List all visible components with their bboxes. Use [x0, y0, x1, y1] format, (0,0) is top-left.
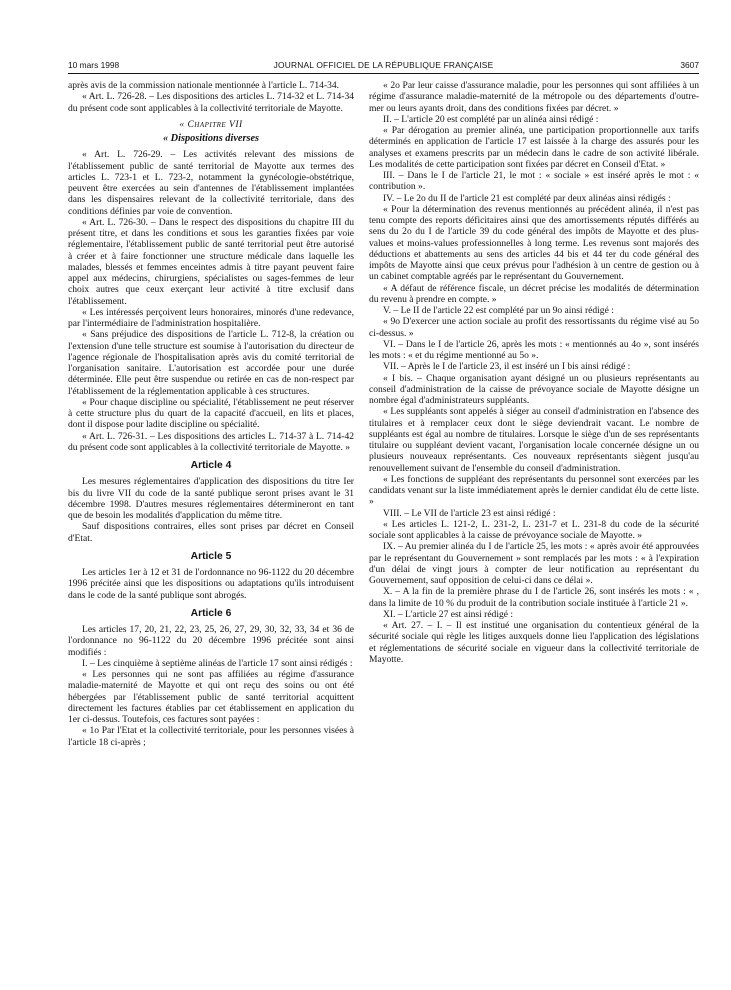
paragraph: « Art. L. 726-29. – Les activités relevant des missions de l'établissement public de santé territorial de Mayotte aux termes des articles L. 723-1 et L. 723-2, notamment la gynécologie-obstétrique, peuvent être exercées au sein d'antennes de l'établissement implantées dans les dispensaires relevant de la collectivité territoriale, dans des conditions définies par voie de convention. — [68, 149, 354, 217]
paragraph: « I bis. – Chaque organisation ayant désigné un ou plusieurs représentants au conseil d'administration de la caisse de prévoyance sociale de Mayotte désigne un nombre égal d'administrateurs suppléants. — [369, 372, 699, 406]
paragraph: Sauf dispositions contraires, elles sont prises par décret en Conseil d'Etat. — [68, 521, 354, 544]
paragraph: IX. – Au premier alinéa du I de l'article 25, les mots : « après avoir été approuvées par le représentant du Gouvernement » sont remplacés par les mots : « à l'expiration d'un délai de vingt jours à compter de leur notification au représentant du Gouvernement, sauf opposition de celui-ci dans ce délai ». — [369, 541, 699, 586]
paragraph: IV. – Le 2o du II de l'article 21 est complété par deux alinéas ainsi rédigés : — [383, 192, 671, 204]
paragraph: « 1o Par l'Etat et la collectivité territoriale, pour les personnes visées à l'article 18 ci-après ; — [68, 725, 354, 748]
paragraph: « Art. L. 726-28. – Les dispositions des articles L. 714-32 et L. 714-34 du présent code sont applicables à la collectivité territoriale de Mayotte. — [68, 91, 354, 114]
paragraph: « Les intéressés perçoivent leurs honoraires, minorés d'une redevance, par l'intermédiaire de l'administration hospitalière. — [68, 306, 354, 329]
left-column — [68, 80, 354, 748]
paragraph: V. – Le II de l'article 22 est complété par un 9o ainsi rédigé : — [383, 305, 614, 316]
header-date: 10 mars 1998 — [68, 60, 120, 70]
article-heading: Article 4 — [190, 460, 232, 471]
paragraph: II. – L'article 20 est complété par un alinéa ainsi rédigé : — [383, 113, 599, 125]
paragraph: VI. – Dans le I de l'article 26, après les mots : « mentionnés au 4o », sont insérés les mots : « et du régime mentionné au 5o ». — [369, 338, 699, 361]
page-header — [68, 58, 699, 72]
paragraph: VII. – Après le I de l'article 23, il est inséré un I bis ainsi rédigé : — [383, 361, 631, 373]
paragraph: « 2o Par leur caisse d'assurance maladie, pour les personnes qui sont affiliées à un régime d'assurance maladie-maternité de la métropole ou des départements d'outre-mer ou leurs ayants droit, dans des conditions fixées par décret. » — [369, 80, 699, 114]
paragraph: « A défaut de référence fiscale, un décret précise les modalités de détermination du revenu à prendre en compte. » — [369, 282, 699, 305]
header-page-number: 3607 — [680, 60, 699, 70]
paragraph: après avis de la commission nationale mentionnée à l'article L. 714-34. — [68, 80, 340, 91]
paragraph: « Les fonctions de suppléant des représentants du personnel sont exercées par les candidats venant sur la liste immédiatement après le dernier candidat élu de cette liste. » — [369, 473, 699, 508]
paragraph: « Les articles L. 121-2, L. 231-2, L. 231-7 et L. 231-8 du code de la sécurité sociale sont applicables à la caisse de prévoyance sociale de Mayotte. » — [369, 518, 699, 541]
paragraph: « Art. 27. – I. – Il est institué une organisation du contentieux général de la sécurité sociale qui règle les litiges auxquels donne lieu l'application des législations et réglementations de sécurité sociale en vigueur dans la collectivité territoriale de Mayotte. — [369, 620, 699, 665]
section-title: « Dispositions diverses — [162, 133, 260, 144]
paragraph: « Pour la détermination des revenus mentionnés au précédent alinéa, il n'est pas tenu compte des reports déficitaires ainsi que des amortissements réputés différés au sens du 2o du I de l'article 39 du code général des impôts de Mayotte et des plus-values et moins-values professionnelles à long terme. Les revenus sont majorés des déductions et abattements au sens des articles 44 bis et 44 ter du code général des impôts de Mayotte ainsi que ceux prévus pour l'adhésion à un centre de gestion ou à un cabinet comptable agréés par le représentant du Gouvernement. — [369, 203, 699, 283]
paragraph: Les articles 17, 20, 21, 22, 23, 25, 26, 27, 29, 30, 32, 33, 34 et 36 de l'ordonnance no 96-1122 du 20 décembre 1996 précitée sont ainsi modifiés : — [68, 624, 354, 658]
header-rule — [68, 73, 699, 74]
paragraph: « Les suppléants sont appelés à siéger au conseil d'administration en l'absence des titulaires et à remplacer ceux dont le siège deviendrait vacant. Le nombre de suppléants est égal au nombre de titulaires. Lorsque le siège d'un de ses représentants titulaire ou suppléant devient vacant, l'organisation locale concernée désigne un ou plusieurs nouveaux représentants. Ces nouveaux représentants siègent jusqu'au renouvellement suivant de l'ensemble du conseil d'administration. — [369, 406, 699, 474]
article-heading: Article 6 — [190, 607, 232, 619]
paragraph: « Les personnes qui ne sont pas affiliées au régime d'assurance maladie-maternité de Mayotte et qui ont reçu des soins ou ont été hébergées par l'établissement public de santé territorial acquittent directement les factures établies par cet établissement en application du 1er ci-dessus. Toutefois, ces factures sont payées : — [68, 669, 354, 725]
paragraph: I. – Les cinquième à septième alinéas de l'article 17 sont ainsi rédigés : — [82, 657, 353, 669]
paragraph: « Art. L. 726-30. – Dans le respect des dispositions du chapitre III du présent titre, et dans les conditions et sous les garanties fixées par voie réglementaire, l'établissement public de santé territorial peut être autorisé à créer et à faire fonctionner une structure médicale dans laquelle les malades, blessés et femmes enceintes admis à titre payant peuvent faire appel aux médecins, chirurgiens, spécialistes ou sages-femmes de leur choix autres que ceux exerçant leur activité à titre exclusif dans l'établissement. — [68, 216, 354, 307]
article-heading: Article 5 — [190, 550, 232, 562]
paragraph: « Art. L. 726-31. – Les dispositions des articles L. 714-37 à L. 714-42 du présent code sont applicables à la collectivité territoriale de Mayotte. » — [68, 430, 354, 453]
paragraph: Les articles 1er à 12 et 31 de l'ordonnance no 96-1122 du 20 décembre 1996 précitée ainsi que les dispositions ou adaptations qu'ils introduisent dans le code de la santé publique sont abrogés. — [68, 567, 354, 601]
paragraph: « Pour chaque discipline ou spécialité, l'établissement ne peut réserver à cette structure plus du quart de la capacité d'accueil, en lits et places, dont il dispose pour ladite discipline ou spécialité. — [68, 396, 354, 431]
paragraph: XI. – L'article 27 est ainsi rédigé : — [383, 608, 514, 620]
paragraph: VIII. – Le VII de l'article 23 est ainsi rédigé : — [383, 507, 556, 519]
paragraph: X. – A la fin de la première phrase du I de l'article 26, sont insérés les mots : « , dans la limite de 10 % du produit de la contribution sociale instituée à l'article 21 ». — [369, 586, 699, 609]
paragraph: « Sans préjudice des dispositions de l'article L. 712-8, la création ou l'extension d'une telle structure est soumise à l'autorisation du directeur de l'agence régionale de l'hospitalisation après avis du comité territorial de l'organisation sanitaire. L'autorisation est accordée pour une durée déterminée. Elle peut être suspendue ou retirée en cas de non-respect par l'établissement de la réglementation applicable à ces structures. — [68, 329, 354, 397]
chapter-title: « Chapitre VII — [179, 119, 243, 130]
header-journal-title: JOURNAL OFFICIEL DE LA RÉPUBLIQUE FRANÇAISE — [273, 60, 494, 70]
paragraph: III. – Dans le I de l'article 21, le mot : « sociale » est inséré après le mot : « contribution ». — [369, 170, 699, 193]
paragraph: « Par dérogation au premier alinéa, une participation proportionnelle aux tarifs déterminés en application de l'article 17 est laissée à la charge des assurés pour les analyses et examens prescrits par un médecin dans le cadre de son activité libérale. Les modalités de cette participation sont fixées par décret en Conseil d'Etat. » — [369, 125, 699, 170]
paragraph: « 9o D'exercer une action sociale au profit des ressortissants du régime visé au 5o ci-dessus. » — [369, 316, 699, 339]
right-column — [369, 80, 699, 665]
paragraph: Les mesures réglementaires d'application des dispositions du titre Ier bis du livre VII du code de la santé publique seront prises avant le 31 décembre 1998. D'autres mesures réglementaires détermineront en tant que de besoin les modalités d'application du même titre. — [68, 476, 354, 521]
